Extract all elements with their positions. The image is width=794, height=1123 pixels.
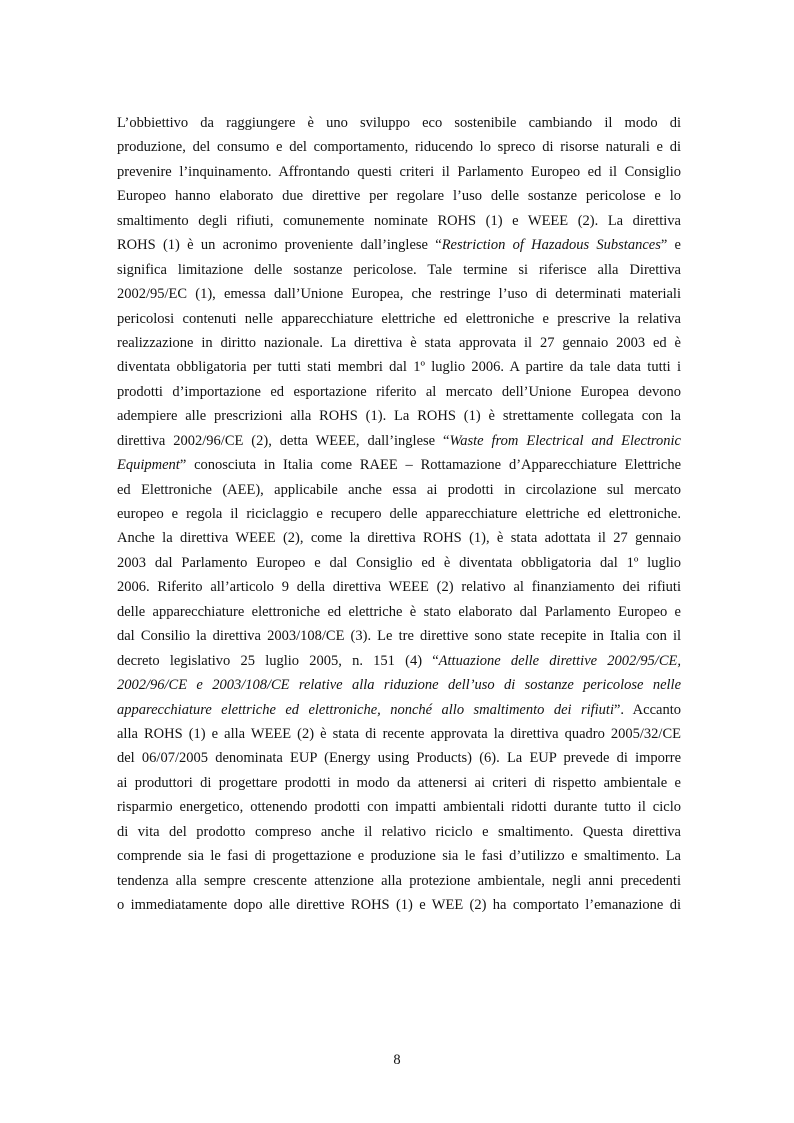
- text-line: L’obbiettivo da raggiungere è uno sviluppo eco sostenibile cambiando il modo di: [117, 115, 681, 131]
- text-line: ROHS (1) è un acronimo proveniente dall’inglese “Restriction of Hazadous Substances” e: [117, 237, 681, 254]
- text-line: dal Consilio la direttiva 2003/108/CE (3). Le tre direttive sono state recepite in Italia con il: [117, 628, 681, 645]
- text-line: prodotti d’importazione ed esportazione riferito al mercato dell’Unione Europea devono: [117, 383, 681, 400]
- page-number: 8: [393, 1052, 401, 1068]
- text-line: 2006. Riferito all’articolo 9 della direttiva WEEE (2) relativo al finanziamento dei rifiuti: [117, 579, 681, 596]
- text-line: alla ROHS (1) e alla WEEE (2) è stata di recente approvata la direttiva quadro 2005/32/CE: [117, 725, 681, 742]
- text-line: o immediatamente dopo alle direttive ROHS (1) e WEE (2) ha comportato l’emanazione di: [117, 897, 681, 913]
- text-line: 2003 dal Parlamento Europeo e dal Consiglio ed è diventata obbligatoria dal 1º luglio: [117, 554, 681, 571]
- text-line: adempiere alle prescrizioni alla ROHS (1). La ROHS (1) è strettamente collegata con la: [117, 408, 681, 425]
- text-line: apparecchiature elettriche ed elettroniche, nonché allo smaltimento dei rifiuti”. Accanto: [117, 701, 681, 718]
- text-line: ai produttori di progettare prodotti in modo da attenersi ai criteri di rispetto ambientale e: [117, 774, 681, 791]
- text-line: ed Elettroniche (AEE), applicabile anche essa ai prodotti in circolazione sul mercato: [117, 481, 681, 498]
- text-line: risparmio energetico, ottenendo prodotti con impatti ambientali ridotti durante tutto il ciclo: [117, 799, 681, 816]
- text-line: 2002/95/EC (1), emessa dall’Unione Europea, che restringe l’uso di determinati materiali: [117, 286, 681, 303]
- text-line: tendenza alla sempre crescente attenzione alla protezione ambientale, negli anni precedenti: [117, 872, 681, 889]
- text-line: delle apparecchiature elettroniche ed elettriche è stato elaborato dal Parlamento Europeo e: [117, 603, 681, 620]
- text-line: Equipment” conosciuta in Italia come RAEE – Rottamazione d’Apparecchiature Elettriche: [117, 457, 681, 474]
- text-line: Anche la direttiva WEEE (2), come la direttiva ROHS (1), è stata adottata il 27 gennaio: [117, 530, 681, 547]
- text-line: prevenire l’inquinamento. Affrontando questi criteri il Parlamento Europeo ed il Consiglio: [117, 163, 681, 180]
- text-line: pericolosi contenuti nelle apparecchiature elettriche ed elettroniche e prescrive la relativa: [117, 310, 681, 327]
- text-line: decreto legislativo 25 luglio 2005, n. 151 (4) “Attuazione delle direttive 2002/95/CE,: [117, 652, 681, 669]
- text-line: produzione, del consumo e del comportamento, riducendo lo spreco di risorse naturali e di: [117, 139, 681, 156]
- text-line: 2002/96/CE e 2003/108/CE relative alla riduzione dell’uso di sostanze pericolose nelle: [117, 677, 681, 694]
- text-line: direttiva 2002/96/CE (2), detta WEEE, dall’inglese “Waste from Electrical and Electronic: [117, 432, 681, 449]
- text-line: comprende sia le fasi di progettazione e produzione sia le fasi d’utilizzo e smaltimento. La: [117, 848, 681, 865]
- text-line: realizzazione in diritto nazionale. La direttiva è stata approvata il 27 gennaio 2003 ed è: [117, 334, 681, 351]
- text-line: Europeo hanno elaborato due direttive per regolare l’uso delle sostanze pericolose e lo: [117, 188, 681, 205]
- text-line: significa limitazione delle sostanze pericolose. Tale termine si riferisce alla Direttiva: [117, 261, 681, 278]
- body-paragraph: [117, 111, 681, 917]
- text-line: del 06/07/2005 denominata EUP (Energy using Products) (6). La EUP prevede di imporre: [117, 750, 681, 767]
- text-line: di vita del prodotto compreso anche il relativo riciclo e smaltimento. Questa direttiva: [117, 823, 681, 840]
- text-line: europeo e regola il riciclaggio e recupero delle apparecchiature elettriche ed elettroniche.: [117, 506, 681, 522]
- text-line: smaltimento degli rifiuti, comunemente nominate ROHS (1) e WEEE (2). La direttiva: [117, 212, 681, 229]
- text-line: diventata obbligatoria per tutti stati membri dal 1º luglio 2006. A partire da tale data tutti i: [117, 359, 681, 376]
